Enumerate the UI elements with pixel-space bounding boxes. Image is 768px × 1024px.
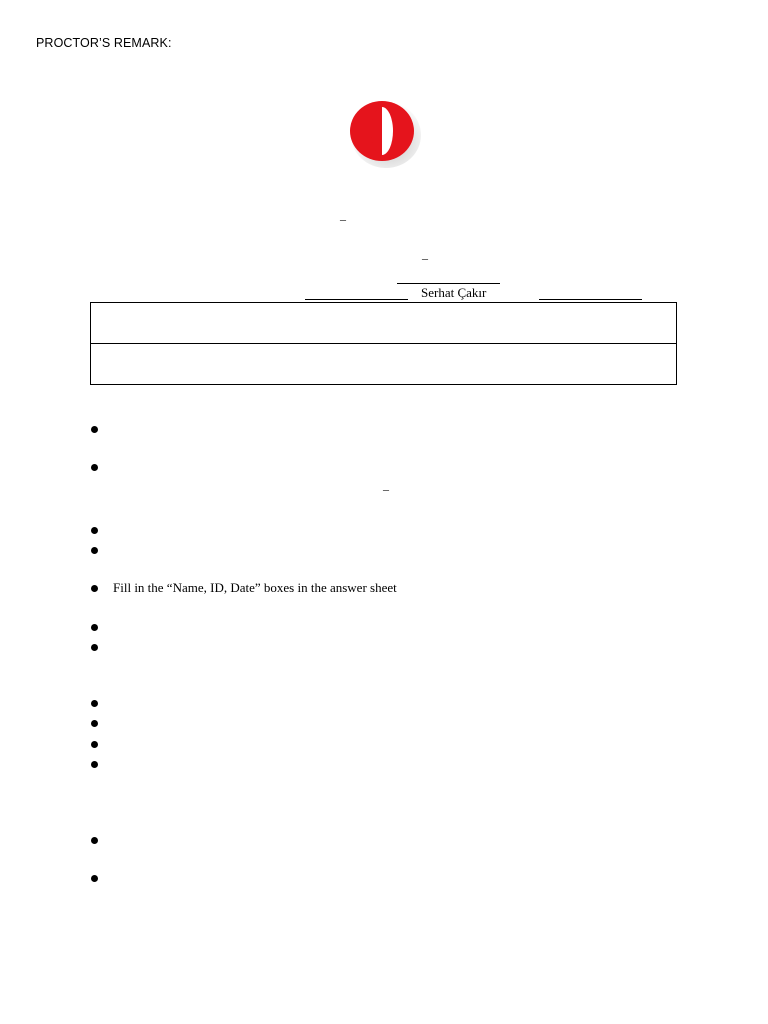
bullet-icon (91, 875, 98, 882)
instruction-fill-boxes: Fill in the “Name, ID, Date” boxes in the answer sheet (113, 580, 397, 595)
bullet-icon (91, 761, 98, 768)
dash-mark: – (340, 212, 346, 226)
blank-line (305, 299, 408, 300)
blank-line (397, 283, 500, 284)
dash-mark: – (383, 482, 389, 496)
bullet-icon (91, 547, 98, 554)
bullet-icon (91, 720, 98, 727)
blank-line (539, 299, 642, 300)
bullet-icon (91, 527, 98, 534)
dash-mark: – (422, 251, 428, 265)
bullet-icon (91, 837, 98, 844)
info-box-top (90, 302, 677, 344)
bullet-icon (91, 644, 98, 651)
bullet-icon (91, 624, 98, 631)
bullet-icon (91, 426, 98, 433)
instructor-name: Serhat Çakır (421, 285, 487, 300)
info-box-bottom (90, 343, 677, 385)
bullet-icon (91, 700, 98, 707)
bullet-icon (91, 741, 98, 748)
proctor-remark-label: PROCTOR’S REMARK: (36, 36, 172, 50)
bullet-icon (91, 585, 98, 592)
bullet-icon (91, 464, 98, 471)
university-logo-icon (346, 97, 422, 169)
